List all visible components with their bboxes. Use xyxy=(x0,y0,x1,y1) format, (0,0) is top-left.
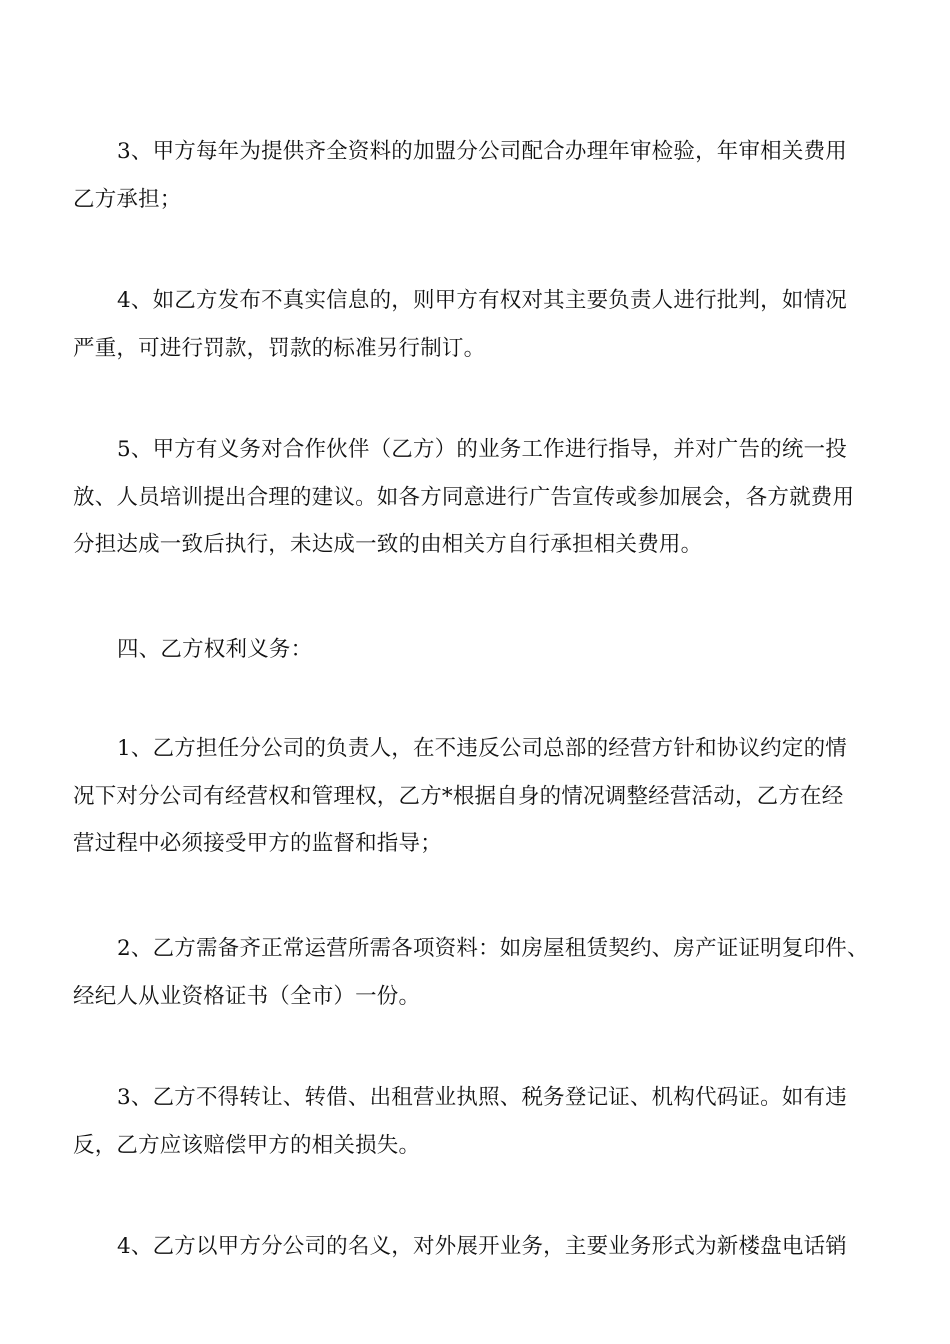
paragraph-line: 严重，可进行罚款，罚款的标准另行制订。 xyxy=(73,335,486,361)
paragraph-party-b-item-1 xyxy=(73,725,893,868)
paragraph-line: 4、如乙方发布不真实信息的，则甲方有权对其主要负责人进行批判，如情况 xyxy=(117,288,847,313)
paragraph-line: 乙方承担； xyxy=(73,186,182,212)
paragraph-line: 4、乙方以甲方分公司的名义，对外展开业务，主要业务形式为新楼盘电话销 xyxy=(117,1234,847,1259)
section-heading-party-b-rights xyxy=(73,626,893,674)
paragraph-line: 反，乙方应该赔偿甲方的相关损失。 xyxy=(73,1132,421,1158)
paragraph-party-b-item-4 xyxy=(73,1223,893,1271)
paragraph-party-a-item-5 xyxy=(73,426,893,569)
section-heading-text: 四、乙方权利义务： xyxy=(117,637,313,662)
paragraph-line: 放、人员培训提出合理的建议。如各方同意进行广告宣传或参加展会，各方就费用 xyxy=(73,484,855,510)
paragraph-line: 1、乙方担任分公司的负责人，在不违反公司总部的经营方针和协议约定的情 xyxy=(117,736,847,761)
paragraph-line: 3、甲方每年为提供齐全资料的加盟分公司配合办理年审检验，年审相关费用 xyxy=(117,139,847,164)
paragraph-line: 3、乙方不得转让、转借、出租营业执照、税务登记证、机构代码证。如有违 xyxy=(117,1085,847,1110)
paragraph-party-b-item-2 xyxy=(73,925,893,1020)
paragraph-line: 营过程中必须接受甲方的监督和指导； xyxy=(73,831,442,856)
paragraph-party-a-item-3 xyxy=(73,128,893,223)
paragraph-line: 2、乙方需备齐正常运营所需各项资料：如房屋租赁契约、房产证证明复印件、 xyxy=(117,936,869,961)
paragraph-line: 况下对分公司有经营权和管理权，乙方*根据自身的情况调整经营活动，乙方在经 xyxy=(73,783,844,809)
paragraph-party-a-item-4 xyxy=(73,277,893,372)
paragraph-line: 经纪人从业资格证书（全市）一份。 xyxy=(73,983,421,1009)
paragraph-party-b-item-3 xyxy=(73,1074,893,1169)
paragraph-line: 分担达成一致后执行，未达成一致的由相关方自行承担相关费用。 xyxy=(73,532,703,557)
paragraph-line: 5、甲方有义务对合作伙伴（乙方）的业务工作进行指导，并对广告的统一投 xyxy=(117,437,847,462)
